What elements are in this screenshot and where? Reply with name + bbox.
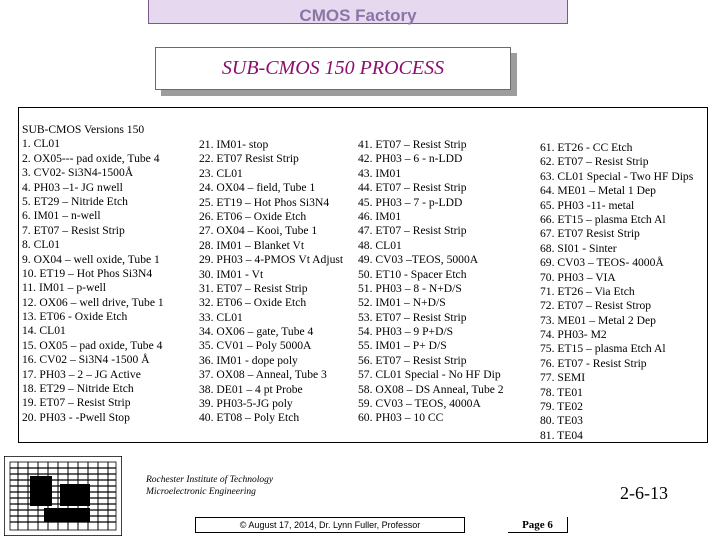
step-item: 75. ET15 – plasma Etch Al [540, 342, 666, 356]
step-item: 13. ET06 - Oxide Etch [22, 310, 128, 324]
step-item: 22. ET07 Resist Strip [199, 152, 299, 166]
step-item: 68. SI01 - Sinter [540, 241, 617, 255]
step-item: 58. OX08 – DS Anneal, Tube 2 [358, 382, 504, 396]
step-item: 69. CV03 – TEOS- 4000Å [540, 256, 664, 270]
step-item: 56. ET07 – Resist Strip [358, 353, 467, 367]
steps-column-3 [358, 138, 504, 426]
step-item: 71. ET26 – Via Etch [540, 284, 635, 298]
step-item: 81. TE04 [540, 428, 583, 442]
rit-logo-icon [4, 456, 122, 536]
step-item: 34. OX06 – gate, Tube 4 [199, 325, 314, 339]
step-item: 67. ET07 Resist Strip [540, 227, 640, 241]
step-item: 10. ET19 – Hot Phos Si3N4 [22, 266, 153, 280]
step-item: 61. ET26 - CC Etch [540, 141, 633, 154]
step-item: 11. IM01 – p-well [22, 281, 106, 295]
step-item: 42. PH03 – 6 - n-LDD [358, 152, 463, 166]
step-item: 72. ET07 – Resist Strop [540, 299, 652, 313]
step-item: 54. PH03 – 9 P+D/S [358, 325, 454, 339]
step-item: 64. ME01 – Metal 1 Dep [540, 184, 656, 198]
step-item: 59. CV03 – TEOS, 4000A [358, 397, 481, 411]
step-item: 29. PH03 – 4-PMOS Vt Adjust [199, 253, 344, 267]
step-item: 19. ET07 – Resist Strip [22, 396, 131, 410]
step-item: 35. CV01 – Poly 5000A [199, 339, 312, 353]
step-item: 53. ET07 – Resist Strip [358, 310, 467, 324]
copyright-notice: © August 17, 2014, Dr. Lynn Fuller, Professor [195, 517, 465, 533]
step-item: 7. ET07 – Resist Strip [22, 223, 125, 237]
step-item: 25. ET19 – Hot Phos Si3N4 [199, 195, 330, 209]
step-item: 43. IM01 [358, 166, 402, 180]
step-item: 5. ET29 – Nitride Etch [22, 194, 128, 208]
steps-column-4 [540, 141, 693, 443]
step-item: 40. ET08 – Poly Etch [199, 411, 300, 425]
step-item: 12. OX06 – well drive, Tube 1 [22, 295, 164, 309]
step-item: 24. OX04 – field, Tube 1 [199, 181, 316, 195]
step-item: 79. TE02 [540, 400, 583, 414]
step-item: 60. PH03 – 10 CC [358, 411, 444, 425]
page-number: Page 6 [508, 517, 568, 533]
step-item: 70. PH03 – VIA [540, 270, 616, 284]
step-item: 78. TE01 [540, 385, 583, 399]
step-item: 33. CL01 [199, 310, 243, 324]
step-item: 3. CV02- Si3N4-1500Å [22, 166, 134, 180]
step-item: 45. PH03 – 7 - p-LDD [358, 195, 463, 209]
slide-title: SUB-CMOS 150 PROCESS [221, 57, 445, 79]
step-item: 55. IM01 – P+ D/S [358, 339, 447, 353]
step-item: 44. ET07 – Resist Strip [358, 181, 467, 195]
step-item: SUB-CMOS Versions 150 [22, 123, 145, 136]
step-item: 57. CL01 Special - No HF Dip [358, 368, 501, 382]
step-item: 16. CV02 – Si3N4 -1500 Å [22, 353, 150, 367]
step-item: 18. ET29 – Nitride Etch [22, 382, 134, 396]
step-item: 28. IM01 – Blanket Vt [199, 238, 305, 252]
step-item: 37. OX08 – Anneal, Tube 3 [199, 368, 327, 382]
header-title: CMOS Factory [299, 6, 417, 25]
footer-institution [146, 474, 273, 498]
step-item: 31. ET07 – Resist Strip [199, 281, 308, 295]
step-item: 8. CL01 [22, 238, 61, 252]
institution-name: Rochester Institute of Technology [146, 475, 274, 485]
steps-column-2 [199, 138, 343, 426]
step-item: 65. PH03 -11- metal [540, 198, 635, 212]
step-item: 2. OX05--- pad oxide, Tube 4 [22, 151, 160, 165]
step-item: 47. ET07 – Resist Strip [358, 224, 467, 238]
step-item: 4. PH03 –1- JG nwell [22, 180, 123, 194]
step-item: 23. CL01 [199, 166, 243, 180]
step-item: 32. ET06 – Oxide Etch [199, 296, 307, 310]
step-item: 48. CL01 [358, 238, 402, 252]
step-item: 27. OX04 – Kooi, Tube 1 [199, 224, 318, 238]
step-item: 80. TE03 [540, 414, 583, 428]
step-item: 36. IM01 - dope poly [199, 353, 298, 367]
slide-code: 2-6-13 [620, 483, 668, 503]
step-item: 41. ET07 – Resist Strip [358, 138, 467, 151]
step-item: 9. OX04 – well oxide, Tube 1 [22, 252, 160, 266]
step-item: 51. PH03 – 8 - N+D/S [358, 281, 462, 295]
step-item: 74. PH03- M2 [540, 328, 607, 342]
step-item: 66. ET15 – plasma Etch Al [540, 212, 666, 226]
steps-column-1 [22, 123, 164, 425]
step-item: 21. IM01- stop [199, 138, 269, 151]
step-item: 63. CL01 Special - Two HF Dips [540, 169, 694, 183]
step-item: 15. OX05 – pad oxide, Tube 4 [22, 338, 163, 352]
step-item: 17. PH03 – 2 – JG Active [22, 367, 141, 381]
step-item: 39. PH03-5-JG poly [199, 397, 293, 411]
step-item: 20. PH03 - -Pwell Stop [22, 410, 130, 424]
step-item: 50. ET10 - Spacer Etch [358, 267, 467, 281]
step-item: 52. IM01 – N+D/S [358, 296, 446, 310]
step-item: 26. ET06 – Oxide Etch [199, 209, 307, 223]
step-item: 77. SEMI [540, 371, 586, 385]
step-item: 76. ET07 - Resist Strip [540, 356, 647, 370]
step-item: 1. CL01 [22, 137, 61, 151]
step-item: 73. ME01 – Metal 2 Dep [540, 313, 656, 327]
department-name: Microelectronic Engineering [146, 487, 256, 497]
step-item: 49. CV03 –TEOS, 5000A [358, 253, 479, 267]
step-item: 6. IM01 – n-well [22, 209, 101, 223]
step-item: 62. ET07 – Resist Strip [540, 155, 649, 169]
step-item: 46. IM01 [358, 209, 402, 223]
step-item: 14. CL01 [22, 324, 66, 338]
step-item: 38. DE01 – 4 pt Probe [199, 382, 303, 396]
step-item: 30. IM01 - Vt [199, 267, 264, 281]
